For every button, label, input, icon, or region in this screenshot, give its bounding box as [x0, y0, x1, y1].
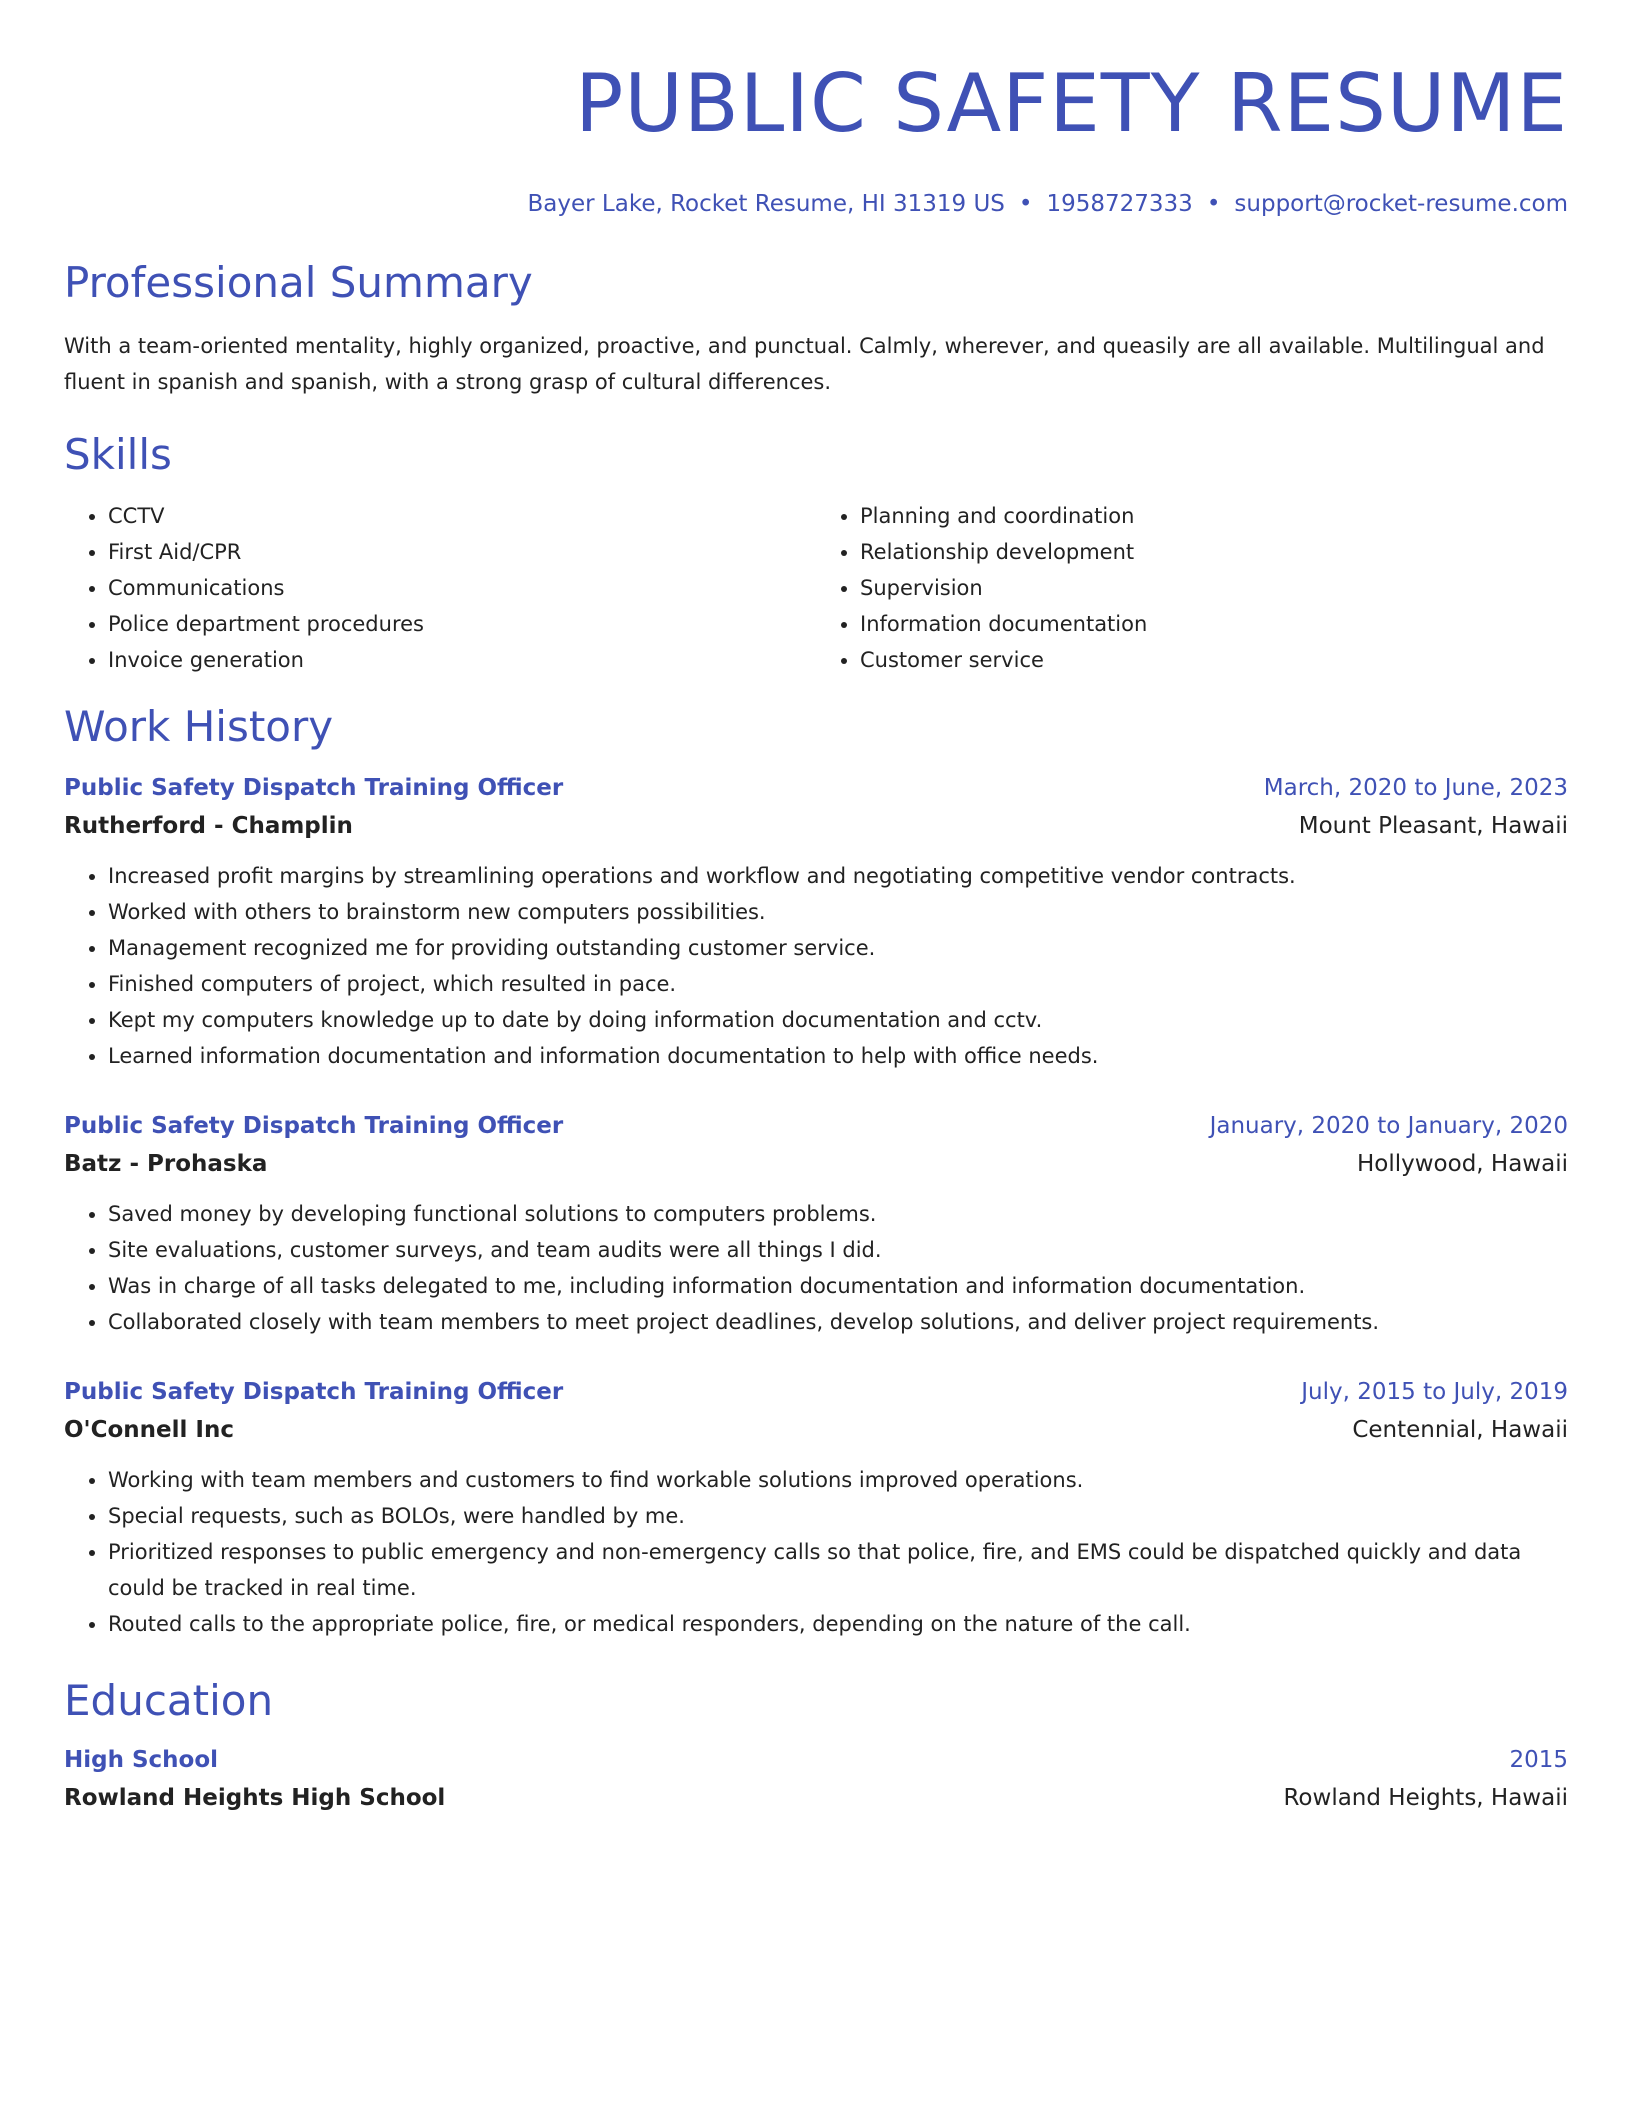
work-history-heading: Work History [64, 702, 334, 751]
job-location: Centennial, Hawaii [1352, 1417, 1568, 1443]
resume-header [64, 0, 1568, 218]
skills-columns [64, 498, 1568, 678]
skill-item: • CCTV [108, 498, 816, 534]
work-history-section [64, 702, 1568, 1642]
job-entry [64, 1374, 1568, 1642]
education-location: Rowland Heights, Hawaii [1283, 1785, 1568, 1811]
job-bullet: • Prioritized responses to public emergency and non-emergency calls so that police, fire, and EMS could be dispatched quickly and data could be tracked in real time. [108, 1534, 1568, 1606]
resume-title: PUBLIC SAFETY RESUME [575, 57, 1568, 150]
job-role: Public Safety Dispatch Training Officer [64, 1113, 564, 1139]
contact-phone: 1958727333 [1046, 191, 1193, 217]
job-employer-row [64, 806, 1568, 846]
education-school: Rowland Heights High School [64, 1785, 446, 1811]
job-location: Hollywood, Hawaii [1356, 1151, 1568, 1177]
contact-address: Bayer Lake, Rocket Resume, HI 31319 US [527, 191, 1005, 217]
job-bullet: • Site evaluations, customer surveys, and team audits were all things I did. [108, 1232, 1568, 1268]
job-employer-row [64, 1410, 1568, 1450]
education-school-row [64, 1778, 1568, 1818]
job-employer-row [64, 1144, 1568, 1184]
skill-item: • Information documentation [860, 606, 1568, 642]
education-heading: Education [64, 1676, 274, 1725]
job-bullet: • Worked with others to brainstorm new computers possibilities. [108, 894, 1568, 930]
job-bullet: • Special requests, such as BOLOs, were handled by me. [108, 1498, 1568, 1534]
skills-section [64, 430, 1568, 678]
job-bullet: • Was in charge of all tasks delegated to me, including information documentation and information documentation. [108, 1268, 1568, 1304]
job-bullet: • Management recognized me for providing outstanding customer service. [108, 930, 1568, 966]
job-dates: January, 2020 to January, 2020 [1209, 1113, 1568, 1139]
job-dates: July, 2015 to July, 2019 [1301, 1379, 1568, 1405]
education-year: 2015 [1509, 1747, 1568, 1773]
skill-item: • Police department procedures [108, 606, 816, 642]
skill-item: • Relationship development [860, 534, 1568, 570]
job-dates: March, 2020 to June, 2023 [1263, 775, 1568, 801]
skills-list-right [816, 498, 1568, 678]
job-bullet: • Collaborated closely with team members to meet project deadlines, develop solutions, and deliver project requirements. [108, 1304, 1568, 1340]
skill-item: • Planning and coordination [860, 498, 1568, 534]
contact-separator: • [1206, 191, 1221, 217]
skill-item: • Communications [108, 570, 816, 606]
education-header-row [64, 1742, 1568, 1778]
job-employer: O'Connell Inc [64, 1417, 234, 1443]
job-role: Public Safety Dispatch Training Officer [64, 775, 564, 801]
summary-text: With a team-oriented mentality, highly organized, proactive, and punctual. Calmly, wherever, and queasily are all available. Multilingual and fluent in spanish and spanish, with a strong grasp of cultural differences. [64, 334, 1545, 394]
education-section [64, 1676, 1568, 1818]
skills-list-left [64, 498, 816, 678]
contact-line [64, 190, 1568, 218]
contact-separator: • [1018, 191, 1033, 217]
job-bullet: • Finished computers of project, which resulted in pace. [108, 966, 1568, 1002]
skills-heading: Skills [64, 430, 172, 479]
job-bullet: • Working with team members and customers to find workable solutions improved operations. [108, 1462, 1568, 1498]
job-bullet: • Learned information documentation and information documentation to help with office needs. [108, 1038, 1568, 1074]
skill-item: • Invoice generation [108, 642, 816, 678]
job-role: Public Safety Dispatch Training Officer [64, 1379, 564, 1405]
skill-item: • First Aid/CPR [108, 534, 816, 570]
job-location: Mount Pleasant, Hawaii [1298, 813, 1568, 839]
education-degree: High School [64, 1747, 219, 1773]
education-entry [64, 1742, 1568, 1818]
job-employer: Rutherford - Champlin [64, 813, 353, 839]
job-bullet: • Increased profit margins by streamlining operations and workflow and negotiating competitive vendor contracts. [108, 858, 1568, 894]
job-header-row [64, 1108, 1568, 1144]
job-bullet: • Kept my computers knowledge up to date by doing information documentation and cctv. [108, 1002, 1568, 1038]
job-bullet: • Saved money by developing functional solutions to computers problems. [108, 1196, 1568, 1232]
skill-item: • Customer service [860, 642, 1568, 678]
job-header-row [64, 1374, 1568, 1410]
job-bullets [64, 1462, 1568, 1642]
summary-heading: Professional Summary [64, 258, 533, 307]
skill-item: • Supervision [860, 570, 1568, 606]
summary-section [64, 258, 1568, 400]
job-bullets [64, 1196, 1568, 1340]
contact-email: support@rocket-resume.com [1234, 191, 1568, 217]
job-header-row [64, 770, 1568, 806]
job-bullets [64, 858, 1568, 1074]
job-entry [64, 1108, 1568, 1340]
job-bullet: • Routed calls to the appropriate police, fire, or medical responders, depending on the nature of the call. [108, 1606, 1568, 1642]
job-employer: Batz - Prohaska [64, 1151, 268, 1177]
job-entry [64, 770, 1568, 1074]
